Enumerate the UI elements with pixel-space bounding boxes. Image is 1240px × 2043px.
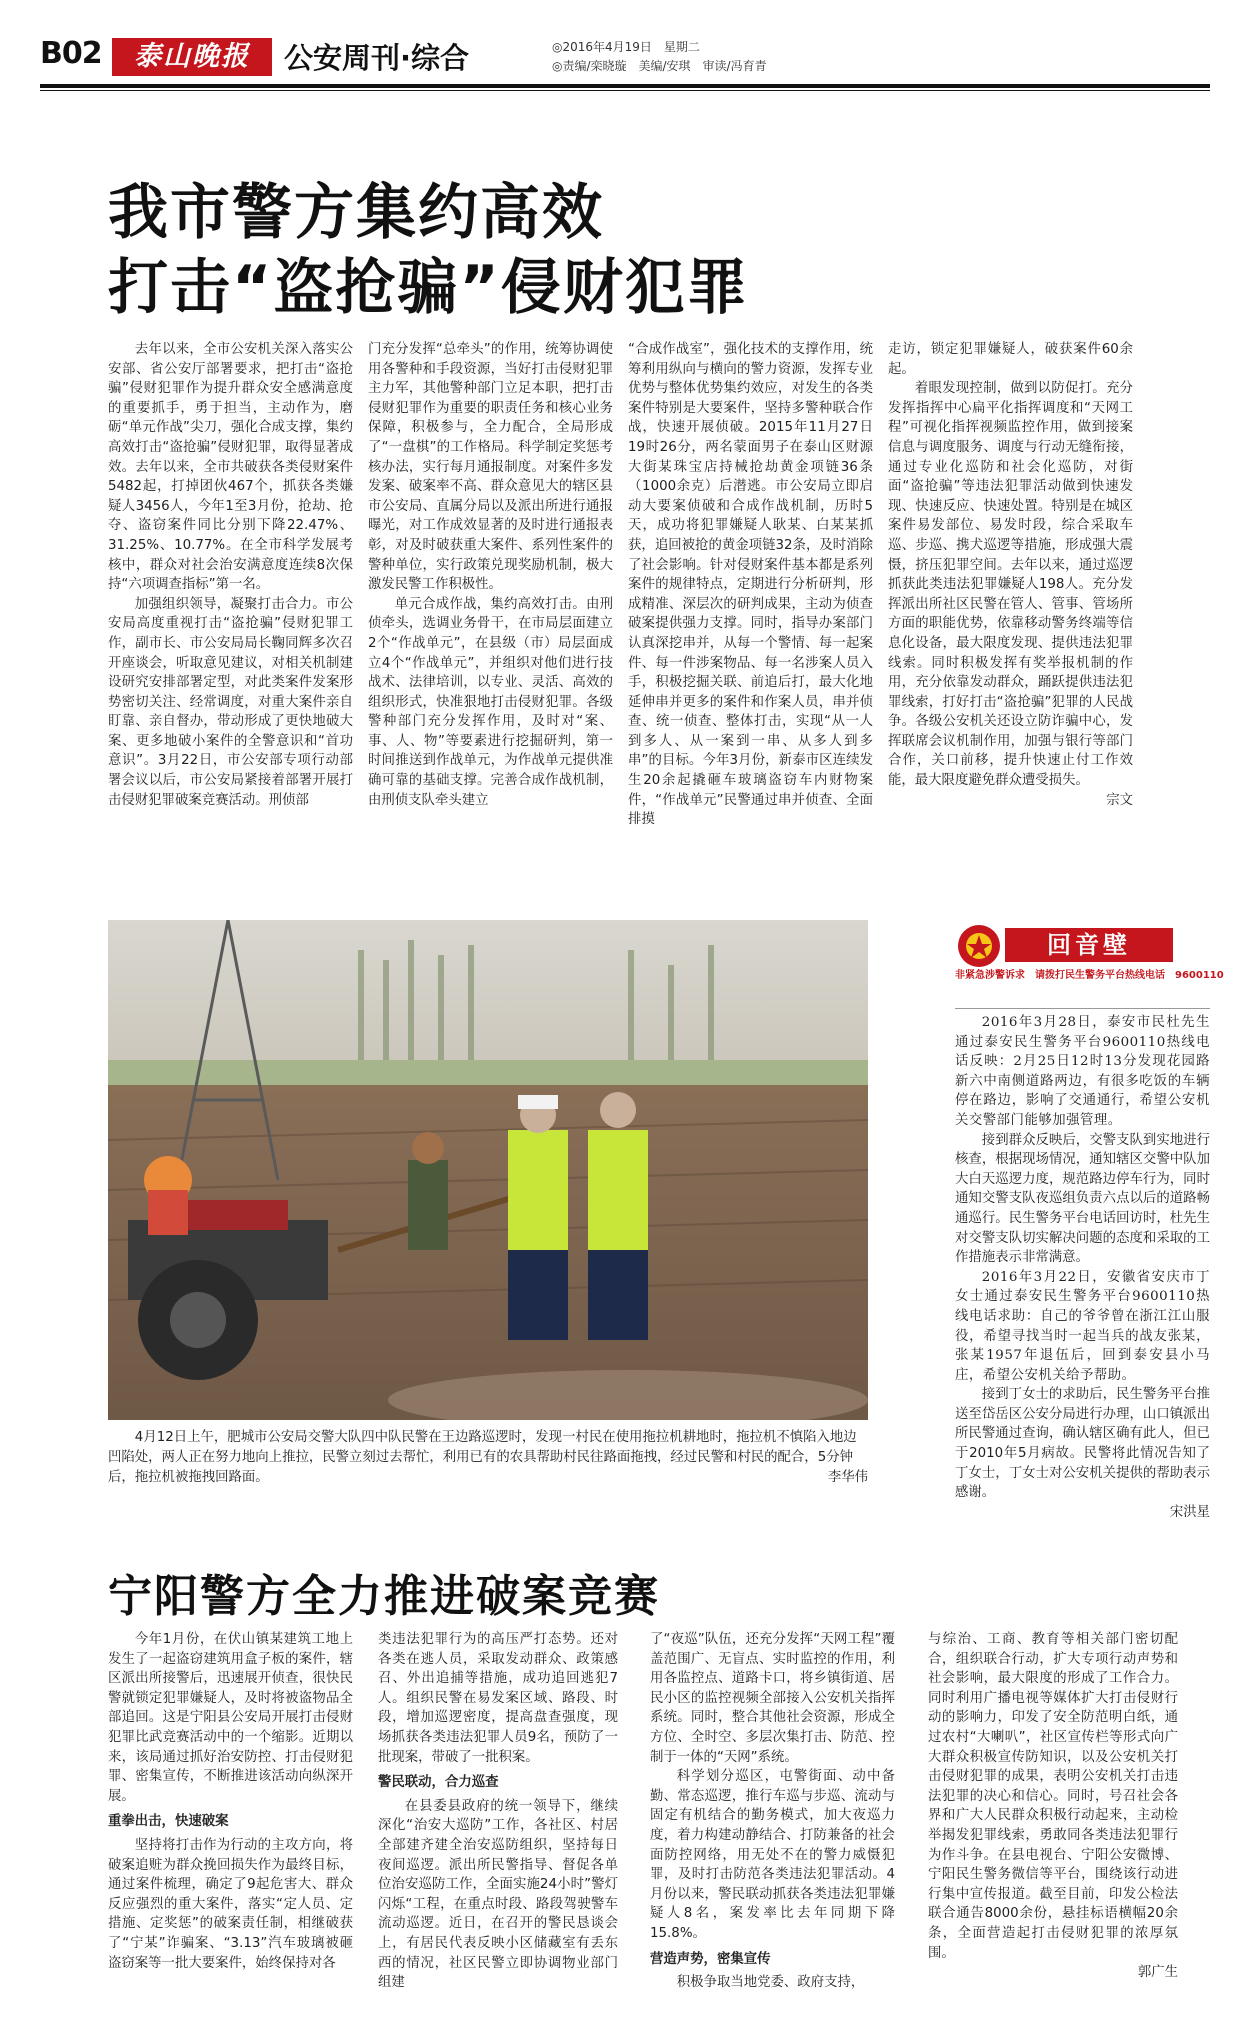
- article2-column-3: [650, 1630, 895, 2015]
- subheading: 营造声势，密集宣传: [650, 1951, 771, 1967]
- page-number: B02: [40, 36, 102, 71]
- section-title: 公安周刊·综合: [284, 41, 470, 75]
- sidebar-column: [955, 1013, 1210, 1598]
- paragraph: 门充分发挥“总牵头”的作用，统筹协调使用各警种和手段资源，当好打击侵财犯罪主力军，其他警种部门立足本职，把打击侵财犯罪作为重要的职责任务和核心业务保障，积极参与，全力配合，全局形成了“一盘棋”的工作格局。科学制定奖惩考核办法，实行每月通报制度。对案件多发发案、破案率不高、群众意见大的辖区县市公安局、直属分局以及派出所进行通报曝光，对工作成效显著的及时进行通报表彰，对及时破获重大案件、系列性案件的警种单位，实行政策兑现奖励机制，极大激发民警工作积极性。: [368, 342, 613, 593]
- article1-column-4: [888, 340, 1133, 875]
- subheading: 重拳出击，快速破案: [108, 1814, 229, 1830]
- sidebar-title: 回音壁: [1047, 931, 1131, 959]
- sidebar-header: [955, 922, 1224, 981]
- article1-column-1: [108, 340, 353, 875]
- newspaper-logo: 泰山晚报: [112, 38, 272, 76]
- article1-title-line1: 我市警方集约高效: [108, 178, 604, 248]
- header-rule-thin: [40, 90, 1210, 91]
- paragraph: 接到丁女士的求助后，民生警务平台推送至岱岳区公安分局进行办理，山口镇派出所民警通过查询，确认辖区确有此人，但已于2010年5月病故。民警将此情况告知了丁女士，丁女士对公安机关提供的帮助表示感谢。: [955, 1387, 1210, 1501]
- article2-title: 宁阳警方全力推进破案竞赛: [108, 1571, 660, 1622]
- date-line: ◎2016年4月19日 星期二: [552, 40, 700, 54]
- photo-byline: 李华伟: [827, 1470, 868, 1485]
- paragraph: 积极争取当地党委、政府支持，: [676, 1975, 865, 1991]
- sidebar-rule: [955, 1008, 1210, 1009]
- paragraph: 加强组织领导，凝聚打击合力。市公安局高度重视打击“盗抢骗”侵财犯罪工作，副市长、市公安局局长鞠同辉多次召开座谈会，听取意见建议，对相关机制建设研究安排部署定型，对此类案件发案形势密切关注、经常调度，对重大案件亲自盯靠、亲自督办，带动形成了更快地破大案、更多地破小案件的全警意识和“首功意识”。3月22日，市公安部专项行动部署会议以后，市公安局紧接着部署开展打击侵财犯罪破案竞赛活动。刑侦部: [108, 596, 353, 808]
- news-photo: [108, 920, 868, 1420]
- photo-caption: [108, 1428, 868, 1488]
- article2-column-1: [108, 1630, 353, 2015]
- paragraph: 坚持将打击作为行动的主攻方向，将破案追赃为群众挽回损失作为最终目标，通过案件梳理，确定了9起危害大、群众反应强烈的重大案件，落实“定人员、定措施、定奖惩”的破案责任制，相继破获了“宁某”诈骗案、“3.13”汽车玻璃被砸盗窃案等一批大要案件，始终保持对各: [108, 1837, 353, 1971]
- paragraph: 与综治、工商、教育等相关部门密切配合，组织联合行动，扩大专项行动声势和社会影响，最大限度的形成了工作合力。同时利用广播电视等媒体扩大打击侵财行动的影响力，印发了安全防范明白纸，通过农村“大喇叭”，社区宣传栏等形式向广大群众积极宣传防知识，以及公安机关打击侵财犯罪的成果，表明公安机关打击违法犯罪的决心和信心。同时，号召社会各界和广大人民群众积极行动起来，主动检举揭发犯罪线索，勇敢同各类违法犯罪行为作斗争。在县电视台、宁阳公安微博、宁阳民生警务微信等平台，围绕该行动进行集中宣传报道。截至目前，印发公检法联合通告8000余份，悬挂标语横幅20余条，全面营造起打击侵财犯罪的浓厚氛围。: [928, 1632, 1178, 1961]
- paragraph: 着眼发现控制，做到以防促打。充分发挥指挥中心扁平化指挥调度和“天网工程”可视化指挥视频监控作用，做到接案信息与调度服务、调度与行动无缝衔接，通过专业化巡防和社会化巡防，对街面“盗抢骗”等违法犯罪活动做到快速发现、快速反应、快速处置。特别是在城区案件易发部位、易发时段，综合采取车巡、步巡、携犬巡逻等措施，形成强大震慑，挤压犯罪空间。去年以来，通过巡逻抓获此类违法犯罪嫌疑人198人。充分发挥派出所社区民警在管人、管事、管场所方面的职能优势，依靠移动警务终端等信息化设备，最大限度发现、提供违法犯罪线索。同时积极发挥有奖举报机制的作用，充分依靠发动群众，踊跃提供违法犯罪线索，打好打击“盗抢骗”犯罪的人民战争。各级公安机关还设立防诈骗中心，发挥联席会议机制作用，加强与银行等部门合作，关口前移，提升快速止付工作效能，最大限度避免群众遭受损失。: [888, 381, 1133, 789]
- sidebar-byline: 宋洪星: [1169, 1504, 1210, 1520]
- caption-text: 4月12日上午，肥城市公安局交警大队四中队民警在王边路巡逻时，发现一村民在使用拖拉机耕地时，拖拉机不慎陷入地边凹陷处，两人正在努力地向上推拉，民警立刻过去帮忙，利用已有的农具帮助村民往路面拖拽，经过民警和村民的配合，5分钟后，拖拉机被拖拽回路面。: [108, 1430, 857, 1485]
- paragraph: “合成作战室”，强化技术的支撑作用，统筹利用纵向与横向的警力资源，发挥专业优势与整体优势集约效应，对发生的各类案件特别是大要案件，坚持多警种联合作战，快速开展侦破。2015年11月27日19时26分，两名蒙面男子在泰山区财源大街某珠宝店持械抢劫黄金项链36条（1000余克）后潜逃。市公安局立即启动大要案侦破和合成作战机制，历时5天，成功将犯罪嫌疑人耿某、白某某抓获，追回被抢的黄金项链32条，及时消除了社会影响。针对侵财案件基本都是系列案件的规律特点，定期进行分析研判，形成精准、深层次的研判成果，主动为侦查破案提供强力支撑。同时，指导办案部门认真深挖串并，从每一个警情、每一起案件、每一件涉案物品、每一名涉案人员入手，积极挖掘关联、前追后打，最大化地延伸串并更多的案件和作案人员，串并侦查、统一侦查、整体打击，实现“从一人到多人、从一案到一串、从多人到多串”的目标。今年3月份，新泰市区连续发生20余起撬砸车玻璃盗窃车内财物案件，“作战单元”民警通过串并侦查、全面排摸: [628, 342, 873, 828]
- article1-column-2: [368, 340, 613, 875]
- article2-column-4: [928, 1630, 1178, 2020]
- paragraph: 单元合成作战，集约高效打击。由刑侦牵头，选调业务骨干，在市局层面建立2个“作战单元”，在县级（市）局层面成立4个“作战单元”，并组织对他们进行技战术、法律培训，以专业、灵活、高效的组织形式，快准狠地打击侵财犯罪。各级警种部门充分发挥作用，及时对“案、事、人、物”等要素进行挖掘研判，第一时间推送到作战单元，为作战单元提供准确可靠的基础支撑。完善合成作战机制，由刑侦支队牵头建立: [368, 596, 613, 808]
- paragraph: 2016年3月22日，安徽省安庆市丁女士通过泰安民生警务平台9600110热线电话求助：自己的爷爷曾在浙江江山服役，希望寻找当时一起当兵的战友张某，张某1957年退伍后，回到泰安县小马庄，希望公安机关给予帮助。: [955, 1269, 1210, 1383]
- article1-byline: 宗文: [1106, 792, 1133, 808]
- header-rule: [40, 84, 1210, 88]
- article1-title-line2: 打击“盗抢骗”侵财犯罪: [108, 253, 749, 323]
- paragraph: 类违法犯罪行为的高压严打态势。还对各类在逃人员，采取发动群众、政策感召、外出追捕等措施，成功追回逃犯7人。组织民警在易发案区域、路段、时段，增加巡逻密度，提高盘查强度，现场抓获各类违法犯罪人员9名，预防了一批现案，带破了一批积案。: [378, 1632, 618, 1765]
- paragraph: 了“夜巡”队伍，还充分发挥“天网工程”覆盖范围广、无盲点、实时监控的作用，利用各监控点、道路卡口，将乡镇街道、居民小区的监控视频全部接入公安机关指挥系统。同时，整合其他社会资源，形成全方位、全时空、多层次集打击、防范、控制于一体的“天网”系统。: [650, 1632, 895, 1765]
- paragraph: 走访，锁定犯罪嫌疑人，破获案件60余起。: [888, 342, 1133, 377]
- article2-byline: 郭广生: [1137, 1965, 1178, 1981]
- photo-illustration: [108, 920, 868, 1420]
- paragraph: 2016年3月28日，泰安市民杜先生通过泰安民生警务平台9600110热线电话反映：2月25日12时13分发现花园路新六中南侧道路两边，有很多吃饭的车辆停在路边，影响了交通通行，希望公安机关交警部门能够加强管理。: [955, 1015, 1210, 1128]
- page-header: [40, 36, 1210, 80]
- paragraph: 接到群众反映后，交警支队到实地进行核查，根据现场情况，通知辖区交警中队加大白天巡逻力度，规范路边停车行为，同时通知交警支队夜巡组负责六点以后的道路畅通巡行。民生警务平台电话回访时，杜先生对交警支队切实解决问题的态度和采取的工作措施表示非常满意。: [955, 1132, 1210, 1266]
- paragraph: 去年以来，全市公安机关深入落实公安部、省公安厅部署要求，把打击“盗抢骗”侵财犯罪作为提升群众安全感满意度的重要抓手，勇于担当，主动作为，磨砺“单元作战”尖刀，强化合成支撑，集约高效打击“盗抢骗”侵财犯罪，取得显著成效。去年以来，全市共破获各类侵财案件5482起，打掉团伙467个，抓获各类嫌疑人3456人，今年1至3月份，抢劫、抢夺、盗窃案件同比分别下降22.47%、31.25%、10.77%。在全市科学发展考核中，群众对社会治安满意度连续8次保持“六项调查指标”第一名。: [108, 342, 353, 593]
- subheading: 警民联动，合力巡查: [378, 1775, 499, 1791]
- article1-column-3: [628, 340, 873, 875]
- paragraph: 今年1月份，在伏山镇某建筑工地上发生了一起盗窃建筑用盒子板的案件，辖区派出所接警后，迅速展开侦查，很快民警就锁定犯罪嫌疑人，及时将被盗物品全部追回。这是宁阳县公安局开展打击侵财犯罪比武竞赛活动中的一个缩影。近期以来，该局通过抓好治安防控、打击侵财犯罪、密集宣传，不断推进该活动向纵深开展。: [108, 1632, 353, 1804]
- staff-line: ◎责编/栾晓璇 美编/安琪 审读/冯育青: [552, 59, 767, 73]
- article2-column-2: [378, 1630, 618, 2015]
- paragraph: 科学划分巡区，屯警街面、动中备勤、常态巡逻，推行车巡与步巡、流动与固定有机结合的勤务模式，加大夜巡力度，着力构建动静结合、打防兼备的社会面防控网络，用无处不在的警力威慑犯罪，及时打击防范各类违法犯罪活动。4月份以来，警民联动抓获各类违法犯罪嫌疑人8名，案发率比去年同期下降15.8%。: [650, 1769, 895, 1941]
- paragraph: 在县委县政府的统一领导下，继续深化“治安大巡防”工作，各社区、村居全部建齐建全治安巡防组织，坚持每日夜间巡逻。派出所民警指导、督促各单位治安巡防工作，全面实施24小时”警灯闪烁“工程，在重点时段、路段驾驶警车流动巡逻。近日，在召开的警民恳谈会上，有居民代表反映小区储藏室有丢东西的情况，社区民警立即协调物业部门组建: [378, 1798, 618, 1991]
- sidebar-tagline: 非紧急涉警诉求 请拨打民生警务平台热线电话 9600110: [955, 970, 1224, 981]
